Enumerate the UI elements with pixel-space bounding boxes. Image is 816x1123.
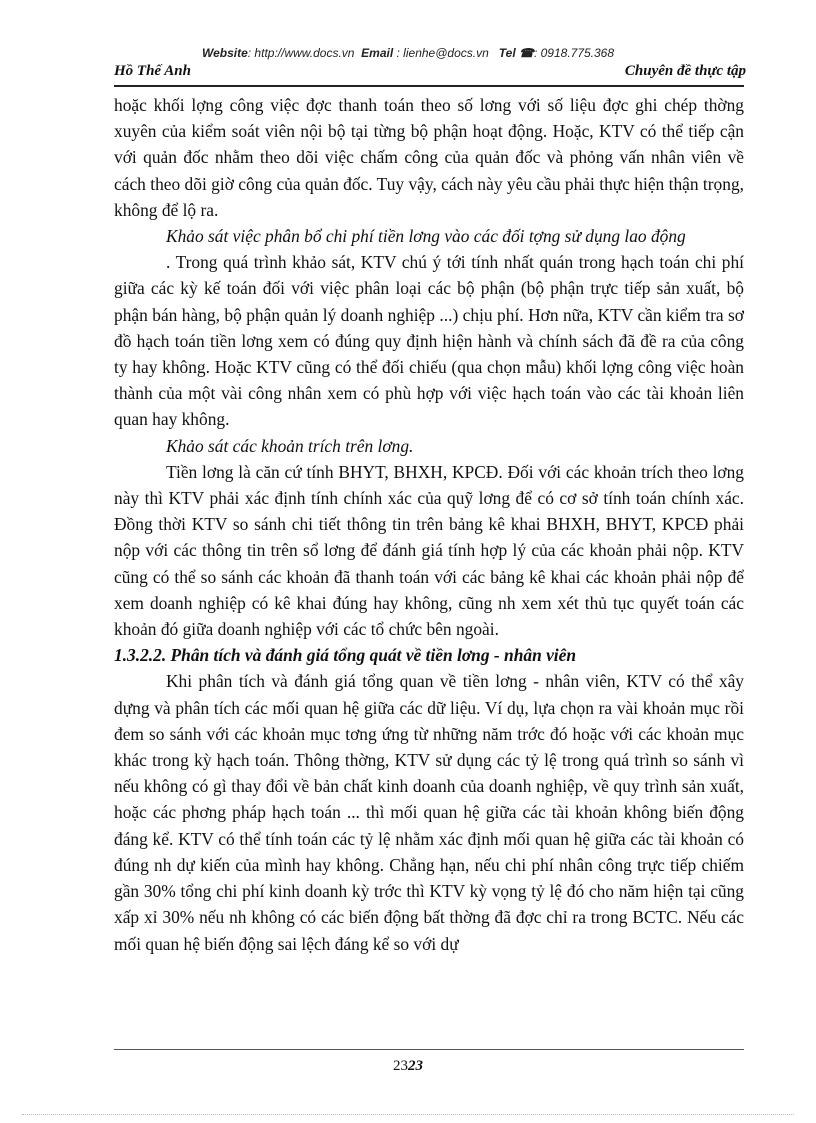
paragraph-deductions: Tiền lơng là căn cứ tính BHYT, BHXH, KPCĐ. Đối với các khoản trích theo lơng này thì KTV phải xác định tính chính xác của quỹ lơng để có cơ sở tính toán chính xác. Đồng thời KTV so sánh chi tiết thông tin trên bảng kê khai BHXH, BHYT, KPCĐ phải nộp với các thông tin trên sổ lơng để đánh giá tính hợp lý của các khoản phải nộp. KTV cũng có thể so sánh các khoản đã thanh toán với các bảng kê khai các khoản phải nộp để xem doanh nghiệp có kê khai đúng hay không, cũng nh xem xét thủ tục quyết toán các khoản đó giữa doanh nghiệp với các tổ chức bên ngoài. <box>114 461 744 640</box>
document-topic: Chuyên đề thực tập <box>624 63 746 79</box>
website-banner <box>0 46 816 60</box>
author-name: Hồ Thế Anh <box>114 63 191 79</box>
website-url[interactable]: : http://www.docs.vn <box>247 46 355 60</box>
subheading-deductions: Khảo sát các khoản trích trên lơng. <box>166 435 414 456</box>
page-content <box>114 92 744 957</box>
email-address[interactable]: : lienhe@docs.vn <box>396 46 489 60</box>
page-number <box>0 1058 816 1075</box>
paragraph-allocation: . Trong quá trình khảo sát, KTV chú ý tới tính nhất quán trong hạch toán chi phí giữa các kỳ kế toán đối với việc phân loại các bộ phận (bộ phận trực tiếp sản xuất, bộ phận bán hàng, bộ phận quản lý doanh nghiệp ...) chịu phí. Hơn nữa, KTV cần kiểm tra sơ đồ hạch toán tiền lơng xem có đúng quy định hiện hành và chính sách đã đề ra của công ty hay không. Hoặc KTV cũng có thể đối chiếu (qua chọn mẫu) khối lợng công việc hoàn thành của một vài công nhân xem có phù hợp với việc hạch toán vào các tài khoản liên quan hay không. <box>114 252 744 430</box>
website-label: Website <box>201 46 248 60</box>
phone-label: Tel ☎ <box>498 46 534 60</box>
paragraph-analysis: Khi phân tích và đánh giá tổng quan về tiền lơng - nhân viên, KTV có thể xây dựng và phân tích các mối quan hệ giữa các dữ liệu. Ví dụ, lựa chọn ra vài khoản mục rồi đem so sánh với các khoản mục tơng ứng từ những năm trớc đó hoặc với các khoản mục khác trong kỳ hạch toán. Thông thờng, KTV sử dụng các tỷ lệ trong quá trình so sánh vì nếu không có gì thay đổi về bản chất kinh doanh của doanh nghiệp, về quy trình sản xuất, hoặc các phơng pháp hạch toán ... thì mối quan hệ giữa các tài khoản không biến động đáng kể. KTV có thể tính toán các tỷ lệ nhằm xác định mối quan hệ giữa các tài khoản có đúng nh dự kiến của mình hay không. Chẳng hạn, nếu chi phí nhân công trực tiếp chiếm gần 30% tổng chi phí kinh doanh kỳ trớc thì KTV kỳ vọng tỷ lệ đó cho năm hiện tại cũng xấp xỉ 30% nếu nh không có các biến động bất thờng đã đợc chỉ ra trong BCTC. Nếu các mối quan hệ biến động sai lệch đáng kể so với dự <box>114 671 744 954</box>
header-divider <box>114 85 744 87</box>
page-number-plain: 23 <box>393 1058 408 1074</box>
footer-divider <box>114 1049 744 1050</box>
subheading-cost-allocation: Khảo sát việc phân bổ chi phí tiền lơng vào các đối tợng sử dụng lao động <box>166 226 686 247</box>
phone-number: : 0918.775.368 <box>533 46 615 60</box>
page-number-styled: 23 <box>408 1058 423 1074</box>
email-label: Email <box>361 46 394 60</box>
page-bottom-border <box>22 1114 794 1115</box>
section-heading: 1.3.2.2. Phân tích và đánh giá tổng quát về tiền lơng - nhân viên <box>114 645 577 666</box>
paragraph-intro: hoặc khối lợng công việc đợc thanh toán theo số lơng với số liệu đợc ghi chép thờng xuyên của kiểm soát viên nội bộ tại từng bộ phận hoạt động. Hoặc, KTV có thể tiếp cận với quản đốc nhằm theo dõi việc chấm công của quản đốc và phỏng vấn nhân viên về cách theo dõi giờ công của quản đốc. Tuy vậy, cách này yêu cầu phải thực hiện thận trọng, không để lộ ra. <box>114 95 744 220</box>
